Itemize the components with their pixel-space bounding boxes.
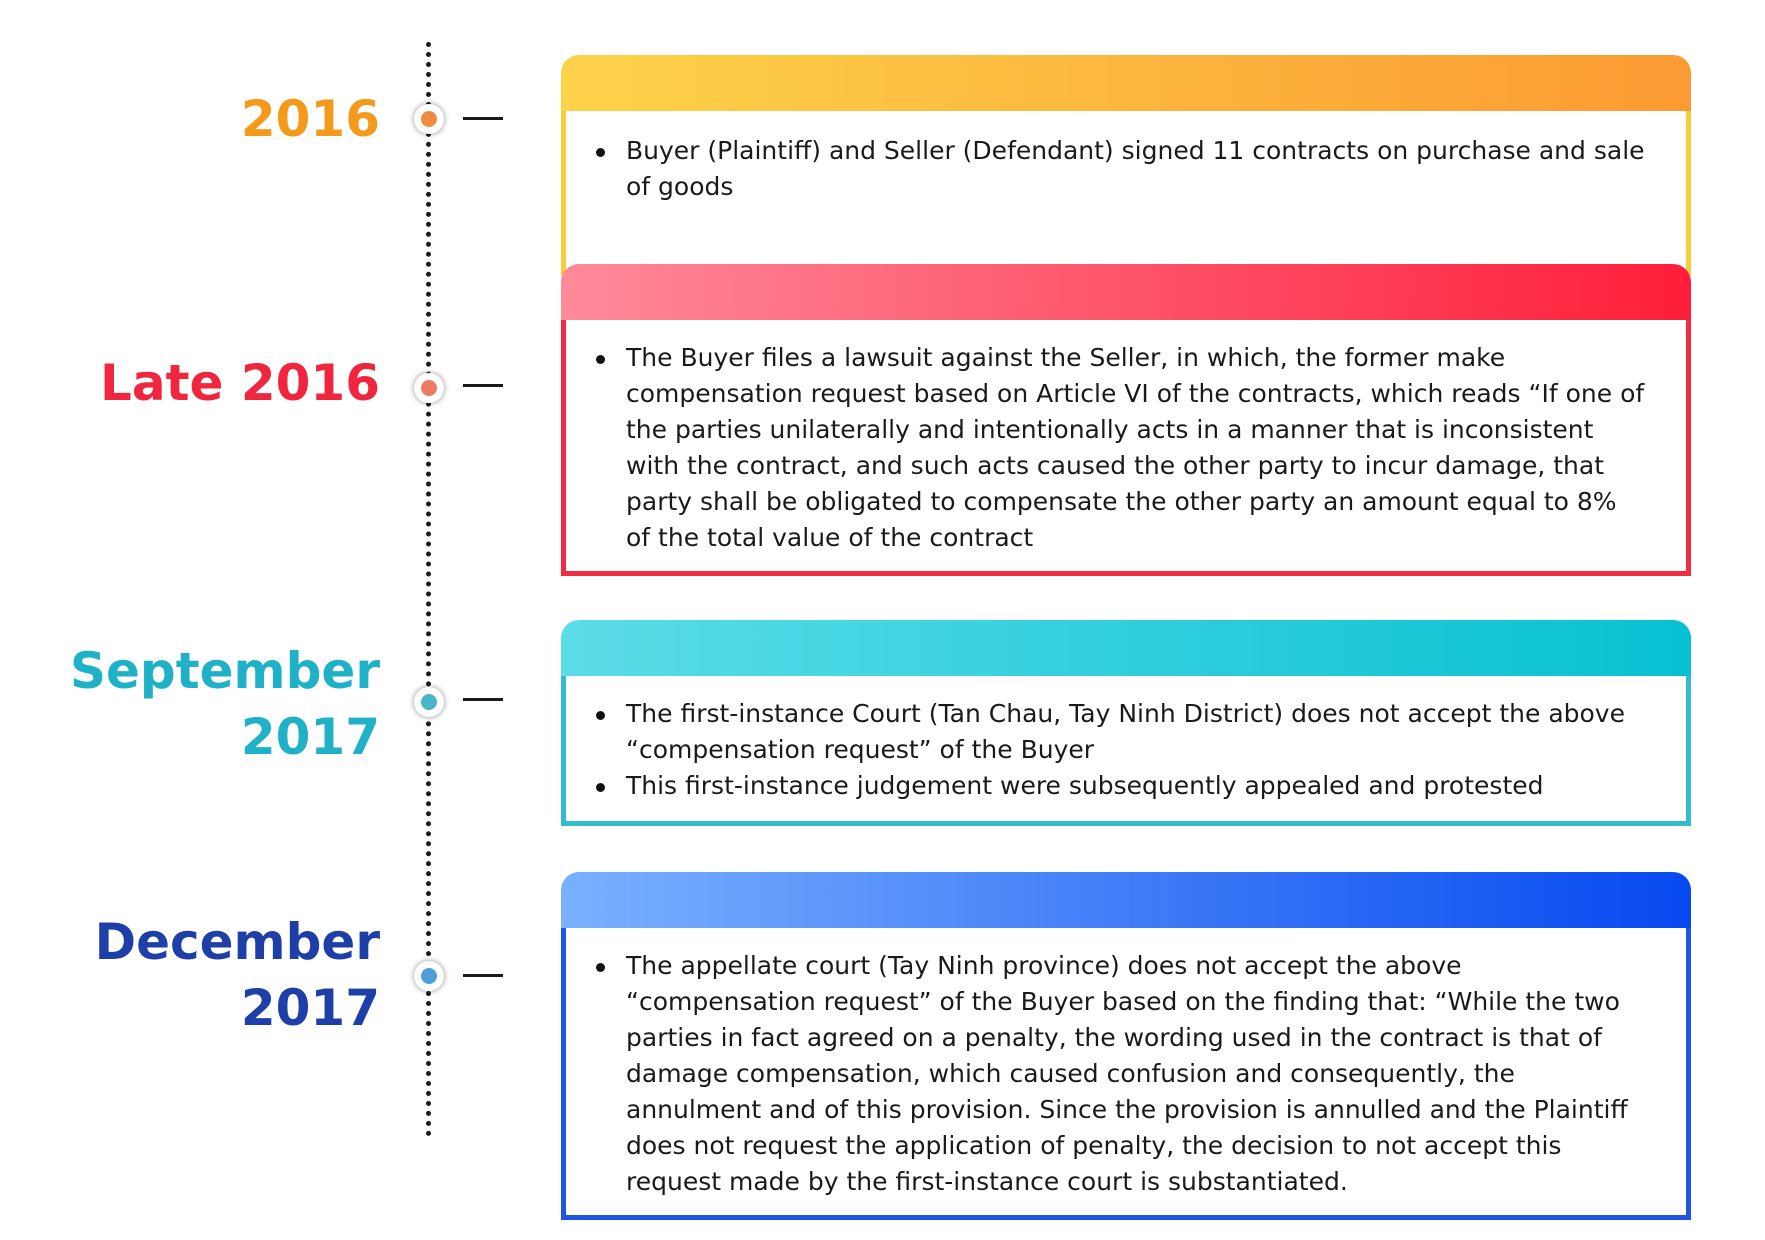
timeline-node — [414, 687, 444, 717]
event-label-line: 2017 — [240, 708, 380, 766]
node-dot — [421, 111, 437, 127]
event-label-september-2017 — [20, 638, 380, 770]
bullet-list — [626, 133, 1646, 205]
bullet-list — [626, 340, 1646, 556]
event-label-line: Late 2016 — [100, 354, 380, 412]
bullet-item: This first-instance judgement were subsequently appealed and protested — [626, 768, 1646, 804]
connector-tick — [463, 384, 503, 387]
card-header-bar — [561, 620, 1691, 676]
event-label-late-2016 — [20, 350, 380, 416]
connector-tick — [463, 698, 503, 701]
event-card-2016 — [561, 55, 1691, 276]
bullet-list — [626, 696, 1646, 804]
card-header-bar — [561, 264, 1691, 320]
event-label-line: 2017 — [240, 979, 380, 1037]
bullet-item: Buyer (Plaintiff) and Seller (Defendant) signed 11 contracts on purchase and sale of goods — [626, 133, 1646, 205]
event-label-2016 — [20, 86, 380, 152]
card-body — [561, 320, 1691, 576]
bullet-list — [626, 948, 1646, 1200]
bullet-item: The Buyer files a lawsuit against the Seller, in which, the former make compensation request based on Article VI of the contracts, which reads “If one of the parties unilaterally and intentionally acts in a manner that is inconsistent with the contract, and such acts caused the other party to incur damage, that party shall be obligated to compensate the other party an amount equal to 8% of the total value of the contract — [626, 340, 1646, 556]
timeline-node — [414, 961, 444, 991]
event-card-september-2017 — [561, 620, 1691, 826]
node-dot — [421, 380, 437, 396]
event-label-line: 2016 — [240, 90, 380, 148]
connector-tick — [463, 117, 503, 120]
event-label-december-2017 — [20, 909, 380, 1041]
card-body — [561, 111, 1691, 276]
card-header-bar — [561, 872, 1691, 928]
bullet-item: The first-instance Court (Tan Chau, Tay Ninh District) does not accept the above “compensation request” of the Buyer — [626, 696, 1646, 768]
card-header-bar — [561, 55, 1691, 111]
node-dot — [421, 968, 437, 984]
timeline-node — [414, 373, 444, 403]
timeline-node — [414, 104, 444, 134]
event-card-late-2016 — [561, 264, 1691, 576]
node-dot — [421, 694, 437, 710]
event-label-line: September — [70, 642, 380, 700]
bullet-item: The appellate court (Tay Ninh province) does not accept the above “compensation request” of the Buyer based on the finding that: “While the two parties in fact agreed on a penalty, the wording used in the contract is that of damage compensation, which caused confusion and consequently, the annulment and of this provision. Since the provision is annulled and the Plaintiff does not request the application of penalty, the decision to not accept this request made by the first-instance court is substantiated. — [626, 948, 1646, 1200]
connector-tick — [463, 974, 503, 977]
event-card-december-2017 — [561, 872, 1691, 1220]
card-body — [561, 928, 1691, 1220]
event-label-line: December — [94, 913, 380, 971]
card-body — [561, 676, 1691, 826]
